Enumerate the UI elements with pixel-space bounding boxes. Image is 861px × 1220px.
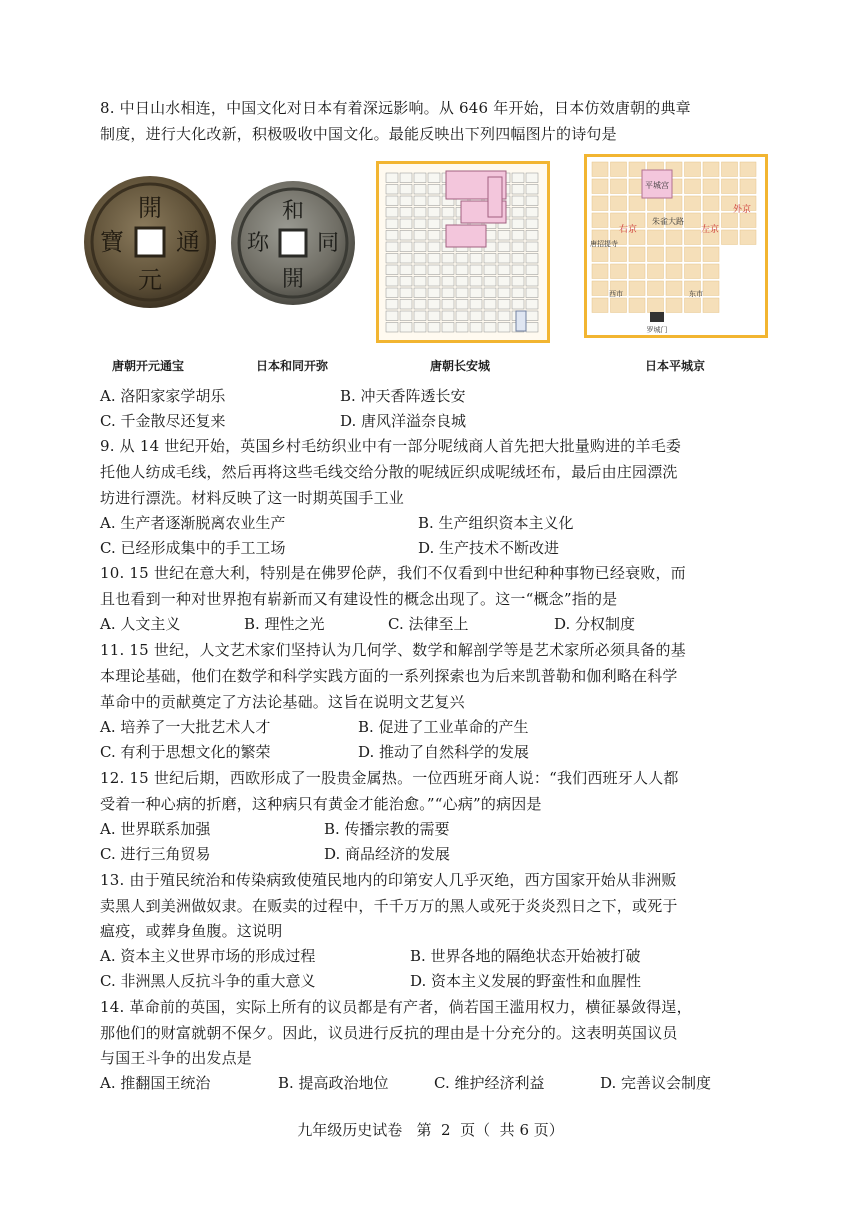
svg-text:寶: 寶 [100, 228, 124, 256]
map1-grid-block [484, 311, 496, 321]
svg-text:罗城门: 罗城门 [646, 326, 668, 334]
map1-grid-block [428, 231, 440, 241]
map1-grid-block [386, 311, 398, 321]
svg-text:開: 開 [281, 267, 305, 292]
map1-grid-block [484, 277, 496, 287]
map2-grid-block [740, 179, 756, 194]
map1-grid-block [428, 254, 440, 264]
map1-grid-block [428, 196, 440, 206]
map1-grid-block [414, 231, 426, 241]
map1-grid-block [442, 300, 454, 310]
page-footer: 九年级历史试卷 第 2 页（ 共 6 页） [297, 1121, 564, 1139]
q10-option-b: B. 理性之光 [244, 615, 325, 633]
map1-grid-block [470, 254, 482, 264]
map1-grid-block [456, 277, 468, 287]
map1-grid-block [400, 231, 412, 241]
map1-grid-block [498, 231, 510, 241]
map1-grid-block [498, 254, 510, 264]
map1-grid-block [386, 219, 398, 229]
map1-grid-block [414, 196, 426, 206]
map1-grid-block [498, 288, 510, 298]
svg-text:左京: 左京 [700, 225, 720, 235]
map2-grid-block [685, 247, 701, 262]
q10-line-1: 10. 15 世纪在意大利，特别是在佛罗伦萨，我们不仅看到中世纪种种事物已经衰败，而 [100, 564, 686, 582]
map2-grid-block [740, 162, 756, 177]
map2-grid-block [666, 230, 682, 245]
map1-grid-block [512, 173, 524, 183]
map1-grid-block [414, 288, 426, 298]
q14-option-a: A. 推翻国王统治 [100, 1074, 211, 1092]
map1-grid-block [400, 219, 412, 229]
svg-text:和: 和 [281, 199, 305, 224]
q14-option-d: D. 完善议会制度 [600, 1074, 712, 1092]
map1-grid-block [400, 311, 412, 321]
map1-grid-block [400, 300, 412, 310]
q12-option-a: A. 世界联系加强 [100, 820, 211, 838]
map1-grid-block [512, 265, 524, 275]
map2-grid-block [666, 264, 682, 279]
map1-grid-block [386, 300, 398, 310]
map1-grid-block [414, 265, 426, 275]
q11-line-1: 11. 15 世纪，人文艺术家们坚持认为几何学、数学和解剖学等是艺术家所必须具备的基 [100, 641, 686, 659]
map1-grid-block [414, 323, 426, 333]
map1-grid-block [414, 254, 426, 264]
svg-text:右京: 右京 [618, 225, 638, 235]
q9-line-2: 托他人纺成毛线，然后再将这些毛线交给分散的呢绒匠织成呢绒坯布，最后由庄园漂洗 [100, 463, 678, 481]
q10-option-d: D. 分权制度 [554, 615, 636, 633]
map1-grid-block [470, 277, 482, 287]
q14-line-3: 与国王斗争的出发点是 [100, 1049, 253, 1067]
map1-grid-block [512, 208, 524, 218]
map1-grid-block [470, 323, 482, 333]
map1-grid-block [498, 323, 510, 333]
map1-grid-block [526, 323, 538, 333]
map1-grid-block [400, 277, 412, 287]
svg-text:通: 通 [176, 228, 200, 256]
q9-option-c: C. 已经形成集中的手工工场 [100, 539, 286, 557]
map1-grid-block [386, 242, 398, 252]
map1-grid-block [456, 265, 468, 275]
q11-line-2: 本理论基础，他们在数学和科学实践方面的一系列探索也为后来凯普勒和伽利略在科学 [100, 667, 678, 685]
map1-grid-block [526, 311, 538, 321]
map1-grid-block [456, 288, 468, 298]
svg-text:西市: 西市 [609, 290, 623, 298]
map1-grid-block [470, 265, 482, 275]
q12-option-b: B. 传播宗教的需要 [324, 820, 450, 838]
map1-grid-block [470, 300, 482, 310]
map1-grid-block [526, 219, 538, 229]
q11-option-b: B. 促进了工业革命的产生 [358, 718, 529, 736]
q14-line-1: 14. 革命前的英国，实际上所有的议员都是有产者，倘若国王滥用权力，横征暴敛得逞， [100, 998, 692, 1016]
q10-option-c: C. 法律至上 [388, 615, 469, 633]
coin1-caption: 唐朝开元通宝 [112, 359, 185, 373]
map1-grid-block [484, 288, 496, 298]
map1-grid-block [456, 323, 468, 333]
map1-grid-block [428, 288, 440, 298]
map1-grid-block [526, 196, 538, 206]
map1-grid-block [498, 265, 510, 275]
map1-grid-block [428, 219, 440, 229]
map2-grid-block [722, 179, 738, 194]
changan-city-map [376, 161, 550, 343]
q9-line-1: 9. 从 14 世纪开始，英国乡村毛纺织业中有一部分呢绒商人首先把大批量购进的羊毛委 [100, 437, 682, 455]
map2-grid-block [648, 264, 664, 279]
map2-grid-block [592, 298, 608, 313]
map1-grid-block [414, 300, 426, 310]
q8-line-2: 制度，进行大化改新，积极吸收中国文化。最能反映出下列四幅图片的诗句是 [100, 125, 617, 143]
map1-grid-block [400, 185, 412, 195]
map2-grid-block [629, 264, 645, 279]
q14-line-2: 那他们的财富就朝不保夕。因此，议员进行反抗的理由是十分充分的。这表明英国议员 [100, 1024, 678, 1042]
q8-option-b: B. 冲天香阵透长安 [340, 387, 466, 405]
map2-grid-block [685, 213, 701, 228]
map1-grid-block [442, 265, 454, 275]
map1-grid-block [428, 242, 440, 252]
map1-grid-block [400, 323, 412, 333]
map1-grid-block [442, 311, 454, 321]
map1-grid-block [400, 208, 412, 218]
map1-grid-block [512, 254, 524, 264]
map2-grid-block [685, 230, 701, 245]
map1-grid-block [442, 277, 454, 287]
map1-grid-block [512, 219, 524, 229]
coin2-caption: 日本和同开弥 [256, 359, 329, 373]
svg-text:珎: 珎 [246, 231, 270, 256]
map2-grid-block [703, 179, 719, 194]
map2-grid-block [648, 298, 664, 313]
map2-grid-block [648, 247, 664, 262]
q13-option-a: A. 资本主义世界市场的形成过程 [100, 947, 316, 965]
q10-option-a: A. 人文主义 [100, 615, 181, 633]
map1-grid-block [526, 173, 538, 183]
wadokaichin-coin-image [228, 178, 358, 308]
map1-grid-block [400, 265, 412, 275]
q13-line-1: 13. 由于殖民统治和传染病致使殖民地内的印第安人几乎灭绝，西方国家开始从非洲贩 [100, 871, 677, 889]
map2-grid-block [611, 179, 627, 194]
map2-grid-block [703, 264, 719, 279]
map2-grid-block [592, 281, 608, 296]
map2-grid-block [703, 281, 719, 296]
svg-text:外京: 外京 [732, 205, 752, 215]
map1-grid-block [470, 311, 482, 321]
map2-grid-block [666, 247, 682, 262]
map2-grid-block [703, 196, 719, 211]
map1-grid-block [428, 311, 440, 321]
map2-grid-block [629, 298, 645, 313]
map1-grid-block [498, 242, 510, 252]
q12-line-1: 12. 15 世纪后期，西欧形成了一股贵金属热。一位西班牙商人说：“我们西班牙人人都 [100, 769, 679, 787]
map2-grid-block [611, 298, 627, 313]
map2-grid-block [666, 281, 682, 296]
map1-grid-block [386, 185, 398, 195]
map1-grid-block [498, 277, 510, 287]
kaiyuan-tongbao-coin-image [80, 172, 220, 312]
map2-grid-block [611, 247, 627, 262]
q11-line-3: 革命中的贡献奠定了方法论基础。这旨在说明文艺复兴 [100, 693, 465, 711]
map1-grid-block [414, 311, 426, 321]
q9-option-b: B. 生产组织资本主义化 [418, 514, 574, 532]
map2-grid-block [629, 281, 645, 296]
map1-grid-block [526, 265, 538, 275]
map2-grid-block [740, 213, 756, 228]
q13-option-c: C. 非洲黑人反抗斗争的重大意义 [100, 972, 316, 990]
map2-grid-block [648, 281, 664, 296]
q13-option-d: D. 资本主义发展的野蛮性和血腥性 [410, 972, 642, 990]
q13-line-2: 卖黑人到美洲做奴隶。在贩卖的过程中，千千万万的黑人或死于炎炎烈日之下，或死于 [100, 897, 678, 915]
svg-text:開: 開 [138, 194, 162, 222]
map1-grid-block [386, 231, 398, 241]
map1-grid-block [526, 254, 538, 264]
map1-grid-block [386, 288, 398, 298]
q10-line-2: 且也看到一种对世界抱有崭新而又有建设性的概念出现了。这一“概念”指的是 [100, 590, 618, 608]
svg-text:东市: 东市 [689, 290, 703, 298]
map2-grid-block [685, 162, 701, 177]
map2-grid-block [685, 298, 701, 313]
svg-text:元: 元 [138, 266, 162, 294]
map2-grid-block [611, 264, 627, 279]
map1-grid-block [386, 323, 398, 333]
q9-option-d: D. 生产技术不断改进 [418, 539, 560, 557]
map2-grid-block [592, 162, 608, 177]
map2-grid-block [648, 230, 664, 245]
map1-grid-block [512, 300, 524, 310]
map2-grid-block [592, 213, 608, 228]
q13-line-3: 瘟疫，或葬身鱼腹。这说明 [100, 922, 283, 940]
map1-grid-block [428, 300, 440, 310]
map1-grid-block [512, 242, 524, 252]
svg-text:平城宫: 平城宫 [645, 181, 669, 190]
map1-grid-block [428, 277, 440, 287]
map1-grid-block [526, 277, 538, 287]
map1-grid-block [470, 288, 482, 298]
map1-grid-block [456, 311, 468, 321]
map2-grid-block [592, 196, 608, 211]
map1-grid-block [484, 254, 496, 264]
q9-option-a: A. 生产者逐渐脱离农业生产 [100, 514, 286, 532]
q9-line-3: 坊进行漂洗。材料反映了这一时期英国手工业 [100, 489, 405, 507]
map2-grid-block [592, 247, 608, 262]
map1-grid-block [442, 323, 454, 333]
q8-option-d: D. 唐风洋溢奈良城 [340, 412, 467, 430]
map1-grid-block [386, 208, 398, 218]
map1-grid-block [442, 208, 454, 218]
map2-grid-block [592, 264, 608, 279]
map1-grid-block [400, 254, 412, 264]
map1-grid-block [386, 265, 398, 275]
map1-grid-block [526, 242, 538, 252]
map1-grid-block [414, 185, 426, 195]
map1-grid-block [526, 208, 538, 218]
map2-grid-block [722, 230, 738, 245]
map1-grid-block [414, 242, 426, 252]
map2-grid-block [703, 298, 719, 313]
map1-grid-block [428, 185, 440, 195]
map2-grid-block [685, 196, 701, 211]
map2-grid-block [722, 213, 738, 228]
map1-grid-block [428, 323, 440, 333]
map1-grid-block [526, 300, 538, 310]
map1-grid-block [414, 277, 426, 287]
q11-option-d: D. 推动了自然科学的发展 [358, 743, 530, 761]
map2-grid-block [722, 162, 738, 177]
map1-grid-block [414, 208, 426, 218]
map1-grid-block [512, 231, 524, 241]
map2-grid-block [666, 298, 682, 313]
q13-option-b: B. 世界各地的隔绝状态开始被打破 [410, 947, 641, 965]
map2-grid-block [685, 264, 701, 279]
map1-grid-block [386, 254, 398, 264]
map2-grid-block [703, 162, 719, 177]
map1-grid-block [512, 288, 524, 298]
svg-text:唐招提寺: 唐招提寺 [590, 240, 618, 248]
map1-grid-block [484, 265, 496, 275]
map1-grid-block [526, 288, 538, 298]
map1-grid-block [428, 173, 440, 183]
map2-grid-block [611, 162, 627, 177]
map1-grid-block [526, 185, 538, 195]
map1-grid-block [526, 231, 538, 241]
map2-grid-block [592, 179, 608, 194]
map1-grid-block [400, 288, 412, 298]
map1-grid-block [442, 288, 454, 298]
map1-grid-block [400, 173, 412, 183]
q14-option-c: C. 维护经济利益 [434, 1074, 545, 1092]
q12-option-d: D. 商品经济的发展 [324, 845, 451, 863]
map1-grid-block [386, 277, 398, 287]
map1-caption: 唐朝长安城 [430, 359, 491, 373]
map1-grid-block [400, 196, 412, 206]
map2-caption: 日本平城京 [645, 359, 706, 373]
map1-grid-block [484, 323, 496, 333]
map2-grid-block [703, 247, 719, 262]
map1-grid-block [498, 311, 510, 321]
map1-grid-block [414, 219, 426, 229]
map2-grid-block [740, 230, 756, 245]
q14-option-b: B. 提高政治地位 [278, 1074, 389, 1092]
map1-grid-block [428, 265, 440, 275]
map1-grid-block [456, 254, 468, 264]
map1-grid-block [414, 173, 426, 183]
map1-grid-block [512, 277, 524, 287]
q8-option-a: A. 洛阳家家学胡乐 [100, 387, 226, 405]
map1-grid-block [428, 208, 440, 218]
q12-line-2: 受着一种心病的折磨，这种病只有黄金才能治愈。”“心病”的病因是 [100, 795, 542, 813]
map1-grid-block [456, 300, 468, 310]
map1-grid-block [498, 300, 510, 310]
map1-grid-block [484, 300, 496, 310]
map1-grid-block [512, 185, 524, 195]
map1-grid-block [400, 242, 412, 252]
svg-text:朱雀大路: 朱雀大路 [652, 217, 684, 226]
q11-option-a: A. 培养了一大批艺术人才 [100, 718, 271, 736]
map1-grid-block [512, 196, 524, 206]
svg-text:同: 同 [316, 231, 340, 256]
map1-grid-block [442, 254, 454, 264]
map2-grid-block [685, 179, 701, 194]
map1-grid-block [386, 196, 398, 206]
map2-grid-block [611, 196, 627, 211]
map1-grid-block [386, 173, 398, 183]
map2-grid-block [629, 247, 645, 262]
q11-option-c: C. 有利于思想文化的繁荣 [100, 743, 271, 761]
heijokyo-city-map [584, 154, 768, 338]
q8-option-c: C. 千金散尽还复来 [100, 412, 226, 430]
q8-line-1: 8. 中日山水相连，中国文化对日本有着深远影响。从 646 年开始，日本仿效唐朝的典章 [100, 99, 691, 117]
q12-option-c: C. 进行三角贸易 [100, 845, 211, 863]
